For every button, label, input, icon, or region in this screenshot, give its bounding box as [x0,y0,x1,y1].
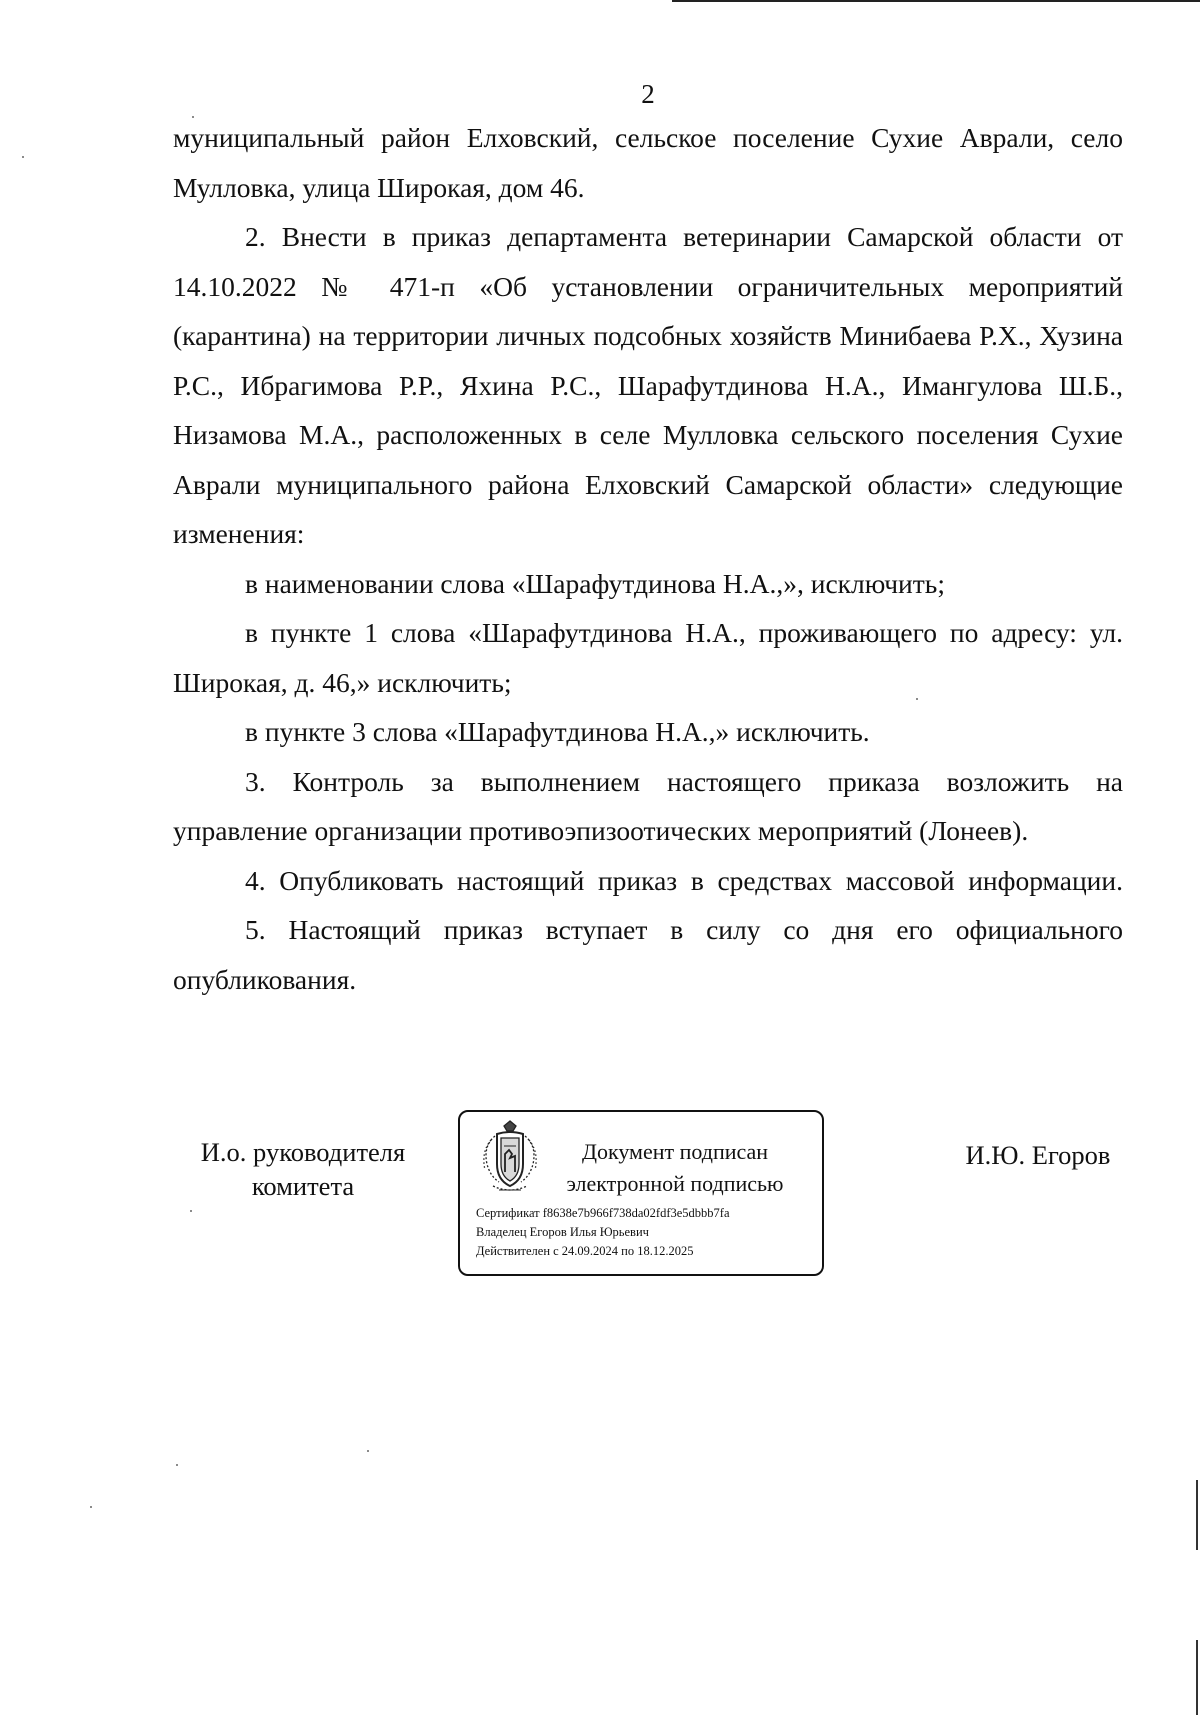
signatory-name: И.Ю. Егоров [965,1140,1111,1170]
signatory-position-line: комитета [251,1171,355,1201]
paragraph-item-2: 2. Внести в приказ департамента ветеринарии Самарской области от 14.10.2022 № 471-п «Об установлении ограничительных мероприятий (карантина) на территории личных подсобных хозяйств Минибаева Р.Х., Хузина Р.С., Ибрагимова Р.Р., Яхина Р.С., Шарафутдинова Н.А., Имангулова Ш.Б., Низамова М.А., расположенных в селе Мулловка сельского поселения Сухие Аврали муниципального района Елховский Самарской области» следующие изменения: [173,221,1123,549]
signatory-position [183,1135,423,1203]
certificate-details [476,1204,816,1261]
stamp-title [555,1136,795,1200]
signatory-position-line: И.о. руководителя [200,1137,406,1167]
scan-edge-mark [1196,1480,1198,1550]
paragraph-item-3: 3. Контроль за выполнением настоящего приказа возложить на управление организации противоэпизоотических мероприятий (Лонеев). [173,765,1123,846]
scan-speck [190,1210,192,1212]
paragraph-address: муниципальный район Елховский, сельское поселение Сухие Аврали, село Мулловка, улица Широкая, дом 46. [173,122,1123,203]
scan-speck [367,1450,369,1452]
stamp-title-line: Документ подписан [581,1139,769,1164]
scan-speck [22,156,24,158]
scan-speck [90,1506,92,1508]
paragraph-item-4: 4. Опубликовать настоящий приказ в средствах массовой информации. [245,864,1123,896]
page-number: 2 [641,79,655,109]
electronic-signature-stamp [458,1110,824,1276]
certificate-number: Сертификат f8638e7b966f738da02fdf3e5dbbb7fa [476,1206,730,1220]
coat-of-arms-icon [477,1120,543,1194]
scan-edge-mark [1196,1640,1198,1715]
paragraph-amendment-title: в наименовании слова «Шарафутдинова Н.А.,», исключить; [245,567,945,599]
certificate-validity: Действителен с 24.09.2024 по 18.12.2025 [476,1244,694,1258]
certificate-owner: Владелец Егоров Илья Юрьевич [476,1225,649,1239]
stamp-title-line: электронной подписью [566,1171,784,1196]
paragraph-item-5: 5. Настоящий приказ вступает в силу со дня его официального опубликования. [173,914,1123,995]
scan-top-rule [672,0,1200,2]
paragraph-amendment-point-1: в пункте 1 слова «Шарафутдинова Н.А., проживающего по адресу: ул. Широкая, д. 46,» исключить; [173,617,1123,698]
document-body [173,113,1123,1004]
paragraph-amendment-point-3: в пункте 3 слова «Шарафутдинова Н.А.,» исключить. [245,716,870,747]
scan-speck [176,1464,178,1466]
